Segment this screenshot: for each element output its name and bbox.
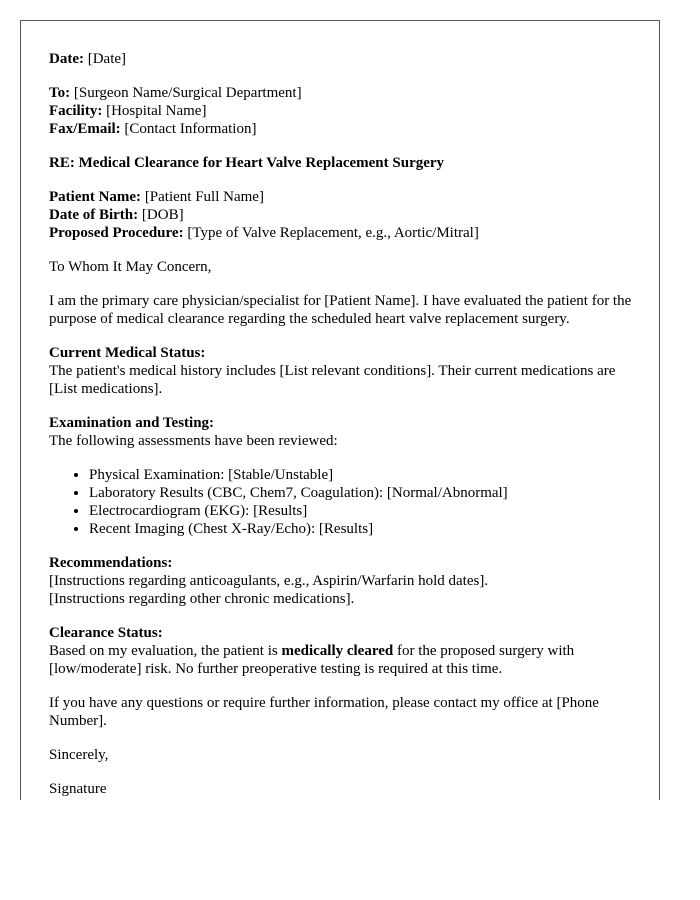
patient-name-value: [Patient Full Name]: [144, 189, 264, 205]
to-value: [Surgeon Name/Surgical Department]: [73, 85, 302, 101]
letter-page: [20, 20, 660, 800]
contact-label: Fax/Email:: [49, 121, 121, 137]
clearance-heading: Clearance Status:: [49, 625, 163, 641]
clearance-section: [49, 624, 639, 678]
procedure-line: [49, 224, 639, 242]
exam-intro: The following assessments have been reviewed:: [49, 433, 338, 449]
list-item: • Electrocardiogram (EKG): [Results]: [89, 502, 639, 520]
signature-line: Signature: [49, 781, 107, 797]
subject-line: [49, 154, 639, 172]
status-heading: Current Medical Status:: [49, 345, 206, 361]
intro-paragraph: I am the primary care physician/specialist for [Patient Name]. I have evaluated the patient for the purpose of medical clearance regarding the scheduled heart valve replacement surgery.: [49, 293, 632, 327]
recommendations-section: [49, 554, 639, 608]
patient-name-line: [49, 188, 639, 206]
to-label: To:: [49, 85, 71, 101]
dob-line: [49, 206, 639, 224]
procedure-label: Proposed Procedure:: [49, 225, 184, 241]
subject-text: RE: Medical Clearance for Heart Valve Replacement Surgery: [49, 155, 445, 171]
patient-block: [49, 188, 639, 242]
recipient-block: [49, 84, 639, 138]
patient-name-label: Patient Name:: [49, 189, 142, 205]
date-line: [49, 50, 639, 68]
letter-body: [49, 50, 639, 800]
to-line: [49, 84, 639, 102]
questions-paragraph: If you have any questions or require further information, please contact my office at [Phone Number].: [49, 695, 599, 729]
facility-line: [49, 102, 639, 120]
rec-line-1: [Instructions regarding anticoagulants, e.g., Aspirin/Warfarin hold dates].: [49, 573, 489, 589]
dob-label: Date of Birth:: [49, 207, 139, 223]
list-item: • Physical Examination: [Stable/Unstable]: [89, 466, 639, 484]
closing: Sincerely,: [49, 747, 109, 763]
facility-value: [Hospital Name]: [106, 103, 207, 119]
contact-line: [49, 120, 639, 138]
exam-list: [49, 466, 639, 538]
date-label: Date:: [49, 51, 84, 67]
clearance-pre: Based on my evaluation, the patient is: [49, 643, 282, 659]
clearance-post: for the proposed surgery with [low/moderate] risk. No further preoperative testing is required at this time.: [49, 643, 575, 677]
procedure-value: [Type of Valve Replacement, e.g., Aortic/Mitral]: [187, 225, 479, 241]
date-value: [Date]: [87, 51, 127, 67]
exam-heading: Examination and Testing:: [49, 415, 215, 431]
dob-value: [DOB]: [141, 207, 184, 223]
list-item: • Recent Imaging (Chest X-Ray/Echo): [Results]: [89, 520, 639, 538]
exam-section: [49, 414, 639, 450]
clearance-bold: medically cleared: [281, 643, 394, 659]
contact-value: [Contact Information]: [124, 121, 257, 137]
medical-status-section: [49, 344, 639, 398]
rec-line-2: [Instructions regarding other chronic medications].: [49, 591, 355, 607]
facility-label: Facility:: [49, 103, 103, 119]
status-text: The patient's medical history includes [List relevant conditions]. Their current medications are [List medications].: [49, 363, 616, 397]
salutation: To Whom It May Concern,: [49, 259, 212, 275]
rec-heading: Recommendations:: [49, 555, 173, 571]
list-item: • Laboratory Results (CBC, Chem7, Coagulation): [Normal/Abnormal]: [89, 484, 639, 502]
